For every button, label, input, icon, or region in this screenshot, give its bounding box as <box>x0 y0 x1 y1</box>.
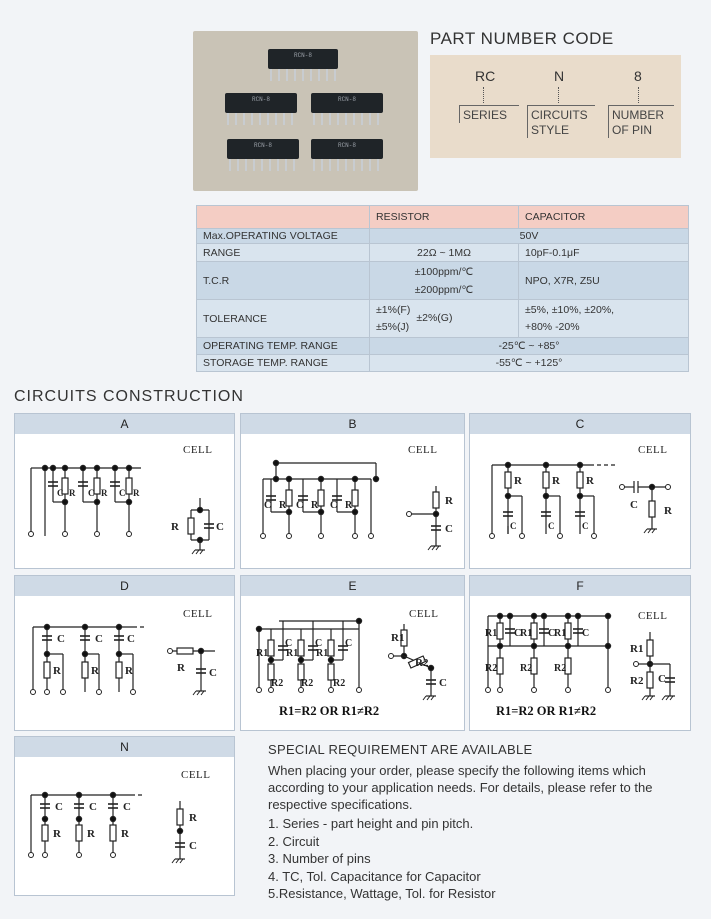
svg-text:C: C <box>514 628 522 639</box>
cell-label: CELL <box>409 608 439 620</box>
resistor-relation-formula: R1=R2 OR R1≠R2 <box>496 704 597 718</box>
resistor-relation-formula: R1=R2 OR R1≠R2 <box>279 704 380 718</box>
panel-label: C <box>470 414 690 434</box>
svg-text:R2: R2 <box>271 678 284 689</box>
code-series: RC <box>475 68 496 84</box>
header-capacitor: CAPACITOR <box>519 206 689 229</box>
svg-text:R1: R1 <box>630 643 644 655</box>
svg-text:R: R <box>125 665 133 677</box>
label-series: SERIES <box>459 105 519 123</box>
svg-text:R: R <box>177 662 185 674</box>
svg-text:C: C <box>445 523 453 535</box>
svg-text:C: C <box>119 488 126 498</box>
svg-text:C: C <box>330 500 338 511</box>
circuit-panel-b <box>240 413 465 569</box>
svg-text:C: C <box>189 840 197 852</box>
svg-text:R2: R2 <box>301 678 314 689</box>
svg-text:R: R <box>91 665 99 677</box>
svg-text:R: R <box>53 828 61 840</box>
circuit-panel-d <box>14 575 235 731</box>
svg-text:R2: R2 <box>415 657 429 669</box>
special-requirement-title: SPECIAL REQUIREMENT ARE AVAILABLE <box>268 742 533 757</box>
svg-text:C: C <box>209 667 217 679</box>
svg-text:C: C <box>658 673 666 685</box>
list-item: 3. Number of pins <box>268 851 371 866</box>
svg-text:R1: R1 <box>316 648 329 659</box>
svg-text:R1: R1 <box>554 628 567 639</box>
svg-text:R: R <box>133 488 140 498</box>
circuit-panel-c <box>469 413 691 569</box>
panel-label: F <box>470 576 690 596</box>
svg-text:R2: R2 <box>554 663 567 674</box>
svg-text:C: C <box>630 499 638 511</box>
cell-label: CELL <box>181 769 211 781</box>
chip-label: RCN-8 <box>293 52 312 59</box>
header-resistor: RESISTOR <box>370 206 519 229</box>
svg-text:C: C <box>582 628 590 639</box>
svg-text:R: R <box>586 475 594 487</box>
svg-text:C: C <box>55 801 63 813</box>
svg-text:C: C <box>345 638 353 649</box>
panel-label: E <box>241 576 464 596</box>
svg-text:R: R <box>171 521 179 533</box>
svg-text:C: C <box>57 633 65 645</box>
panel-label: N <box>15 737 234 757</box>
svg-text:R: R <box>311 500 319 511</box>
panel-label: D <box>15 576 234 596</box>
svg-text:R: R <box>189 812 197 824</box>
chip-label: RCN-8 <box>337 142 356 149</box>
part-number-code-title: PART NUMBER CODE <box>430 29 614 48</box>
svg-text:C: C <box>548 628 556 639</box>
table-row: OPERATING TEMP. RANGE -25℃ ~ +85° <box>197 338 689 355</box>
svg-text:R2: R2 <box>630 675 644 687</box>
label-circuits-style: CIRCUITS STYLE <box>527 105 595 138</box>
svg-text:C: C <box>510 521 517 531</box>
label-number-of-pin: NUMBER OF PIN <box>608 105 674 138</box>
list-item: 1. Series - part height and pin pitch. <box>268 816 474 831</box>
chip-label: RCN-8 <box>253 142 272 149</box>
svg-text:R1: R1 <box>286 648 299 659</box>
cell-label: CELL <box>638 610 668 622</box>
cell-label: CELL <box>408 444 438 456</box>
svg-text:R2: R2 <box>520 663 533 674</box>
svg-text:C: C <box>548 521 555 531</box>
svg-text:R: R <box>121 828 129 840</box>
circuit-panel-e <box>240 575 465 731</box>
svg-text:R: R <box>664 505 672 517</box>
circuit-panel-f <box>469 575 691 731</box>
cell-label: CELL <box>638 444 668 456</box>
product-photo <box>193 31 418 191</box>
svg-text:C: C <box>123 801 131 813</box>
resistor-network-chip <box>268 49 338 69</box>
svg-text:C: C <box>95 633 103 645</box>
table-row: STORAGE TEMP. RANGE -55℃ ~ +125° <box>197 355 689 372</box>
svg-text:R: R <box>69 488 76 498</box>
panel-label: B <box>241 414 464 434</box>
list-item: 4. TC, Tol. Capacitance for Capacitor <box>268 868 481 884</box>
table-row: T.C.R ±100ppm/℃ ±200ppm/℃ NPO, X7R, Z5U <box>197 262 689 300</box>
panel-label: A <box>15 414 234 434</box>
svg-text:R2: R2 <box>485 663 498 674</box>
code-circuit-style: N <box>554 68 565 84</box>
code-pin-count: 8 <box>634 68 642 84</box>
svg-text:C: C <box>264 500 272 511</box>
chip-label: RCN-8 <box>337 96 356 103</box>
chip-label: RCN-8 <box>251 96 270 103</box>
svg-text:C: C <box>296 500 304 511</box>
svg-text:R: R <box>514 475 522 487</box>
list-item: 5.Resistance, Wattage, Tol. for Resistor <box>268 886 496 901</box>
circuit-panel-n <box>14 736 235 896</box>
svg-text:R: R <box>345 500 353 511</box>
table-row: TOLERANCE ±1%(F) ±5%(J) ±2%(G) ±5%, ±10%, ±20%, +80% -20% <box>197 300 689 338</box>
svg-text:R1: R1 <box>520 628 533 639</box>
list-item: 2. Circuit <box>268 833 320 849</box>
svg-text:C: C <box>582 521 589 531</box>
special-requirement-list <box>268 815 496 903</box>
svg-text:R: R <box>445 495 453 507</box>
specification-table <box>196 205 689 372</box>
resistor-network-chip <box>311 93 383 113</box>
cell-label: CELL <box>183 444 213 456</box>
svg-text:R: R <box>101 488 108 498</box>
svg-text:C: C <box>57 488 64 498</box>
svg-text:R1: R1 <box>256 648 269 659</box>
circuits-construction-title: CIRCUITS CONSTRUCTION <box>14 388 244 405</box>
circuit-panel-a <box>14 413 235 569</box>
svg-text:R: R <box>53 665 61 677</box>
svg-text:C: C <box>127 633 135 645</box>
table-row: Max.OPERATING VOLTAGE 50V <box>197 229 689 244</box>
special-requirement-body: When placing your order, please specify the following items which according to your application needs. For details, please refer to the respective specifications. <box>268 763 653 812</box>
resistor-network-chip <box>227 139 299 159</box>
svg-text:C: C <box>88 488 95 498</box>
svg-text:C: C <box>315 638 323 649</box>
svg-text:R: R <box>279 500 287 511</box>
part-number-code-box <box>430 55 681 158</box>
svg-text:R1: R1 <box>391 632 405 644</box>
resistor-network-chip <box>311 139 383 159</box>
resistor-network-chip <box>225 93 297 113</box>
svg-text:R2: R2 <box>333 678 346 689</box>
svg-text:R: R <box>552 475 560 487</box>
table-header-row <box>197 206 689 229</box>
svg-text:C: C <box>439 677 447 689</box>
svg-text:C: C <box>216 521 224 533</box>
svg-text:R1: R1 <box>485 628 498 639</box>
svg-text:R: R <box>87 828 95 840</box>
svg-text:C: C <box>285 638 293 649</box>
table-row: RANGE 22Ω ~ 1MΩ 10pF-0.1μF <box>197 244 689 262</box>
svg-text:C: C <box>89 801 97 813</box>
cell-label: CELL <box>183 608 213 620</box>
